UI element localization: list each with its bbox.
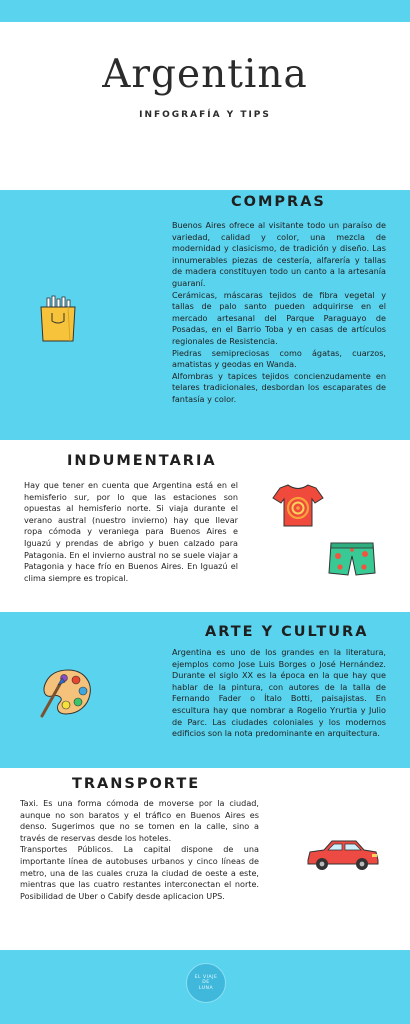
compras-section — [0, 190, 410, 440]
shopping-bag-icon — [38, 295, 78, 343]
indumentaria-text — [24, 480, 238, 584]
car-icon — [304, 836, 380, 872]
compras-paragraph: Buenos Aires ofrece al visitante todo un paraíso de variedad, calidad y color, una mezcla de modernidad y clasicismo, de tradición y diseño. Las innumerables piezas de cestería, alfarería y tallas de madera constituyen todo un canto a la artesanía guaraní. — [172, 220, 386, 288]
logo-line: DE — [202, 980, 210, 986]
palette-icon — [38, 664, 94, 720]
header — [0, 22, 410, 190]
compras-heading: COMPRAS — [231, 194, 326, 210]
arte-cultura-text — [172, 647, 386, 740]
transporte-heading: TRANSPORTE — [72, 776, 201, 792]
page-title: Argentina — [102, 52, 308, 97]
footer — [0, 950, 410, 1024]
transporte-text — [20, 798, 259, 902]
arte-cultura-section — [0, 612, 410, 768]
brand-logo[interactable] — [186, 963, 226, 1003]
transporte-paragraph: Transportes Públicos. La capital dispone de una importante línea de autobuses urbanos y cinco líneas de metro, una de las cuales cruza la ciudad de oeste a este, mientras que las cuatro restantes interconectan el norte. Posibilidad de Uber o Cabify desde aplicacion UPS. — [20, 844, 259, 901]
top-strip — [0, 0, 410, 22]
compras-paragraph: Piedras semipreciosas como ágatas, cuarzos, amatistas y geodas en Wanda. — [172, 347, 386, 370]
transporte-section — [0, 768, 410, 950]
compras-text — [172, 220, 386, 406]
shorts-icon — [328, 540, 376, 576]
arte-cultura-heading: ARTE Y CULTURA — [205, 624, 369, 640]
compras-paragraph: Cerámicas, máscaras tejidos de fibra vegetal y tallas de palo santo pueden adquirirse en el mercado artesanal del Parque Paraguayo de Posadas, en el Barrio Toba y en casas de artículos regionales de Resistencia. — [172, 289, 386, 346]
indumentaria-heading: INDUMENTARIA — [67, 453, 217, 469]
indumentaria-section — [0, 440, 410, 612]
compras-paragraph: Alfombras y tapices tejidos concienzudamente en telares tradicionales, desbordan los escaparates de fantasía y color. — [172, 370, 386, 404]
logo-line: EL VIAJE — [194, 974, 218, 980]
transporte-paragraph: Taxi. Es una forma cómoda de moverse por la ciudad, aunque no son baratos y el tráfico en Buenos Aires es denso. Sugerimos que no se tomen en la calle, sino a través de reservas desde los hoteles. — [20, 798, 259, 843]
logo-line: LUNA — [198, 985, 214, 991]
tshirt-icon — [272, 482, 324, 528]
indumentaria-paragraph: Hay que tener en cuenta que Argentina está en el hemisferio sur, por lo que las estaciones son opuestas al hemisferio norte. Si viaja durante el verano austral (nuestro invierno) hay que llevar ropa cómoda y veraniega para Buenos Aires e Iguazú y prendas de abrigo y buen calzado para Patagonia. En el invierno austral no se suele viajar a Patagonia y hace frío en Buenos Aires. En Iguazú el clima siempre es tropical. — [24, 480, 238, 583]
arte-cultura-paragraph: Argentina es uno de los grandes en la literatura, ejemplos como Jose Luis Borges o José Hernández. Durante el siglo XX es la época en la que hay que hablar de la pintura, con autores de la talla de Fernando Fader o Ítalo Botti, paisajistas. En escultura hay que nombrar a Rogelio Yrurtia y Julio de Parc. Las ciudades coloniales y los modernos edificios son la nota predominante en arquitectura. — [172, 647, 386, 739]
page-subtitle: INFOGRAFÍA Y TIPS — [139, 110, 271, 120]
